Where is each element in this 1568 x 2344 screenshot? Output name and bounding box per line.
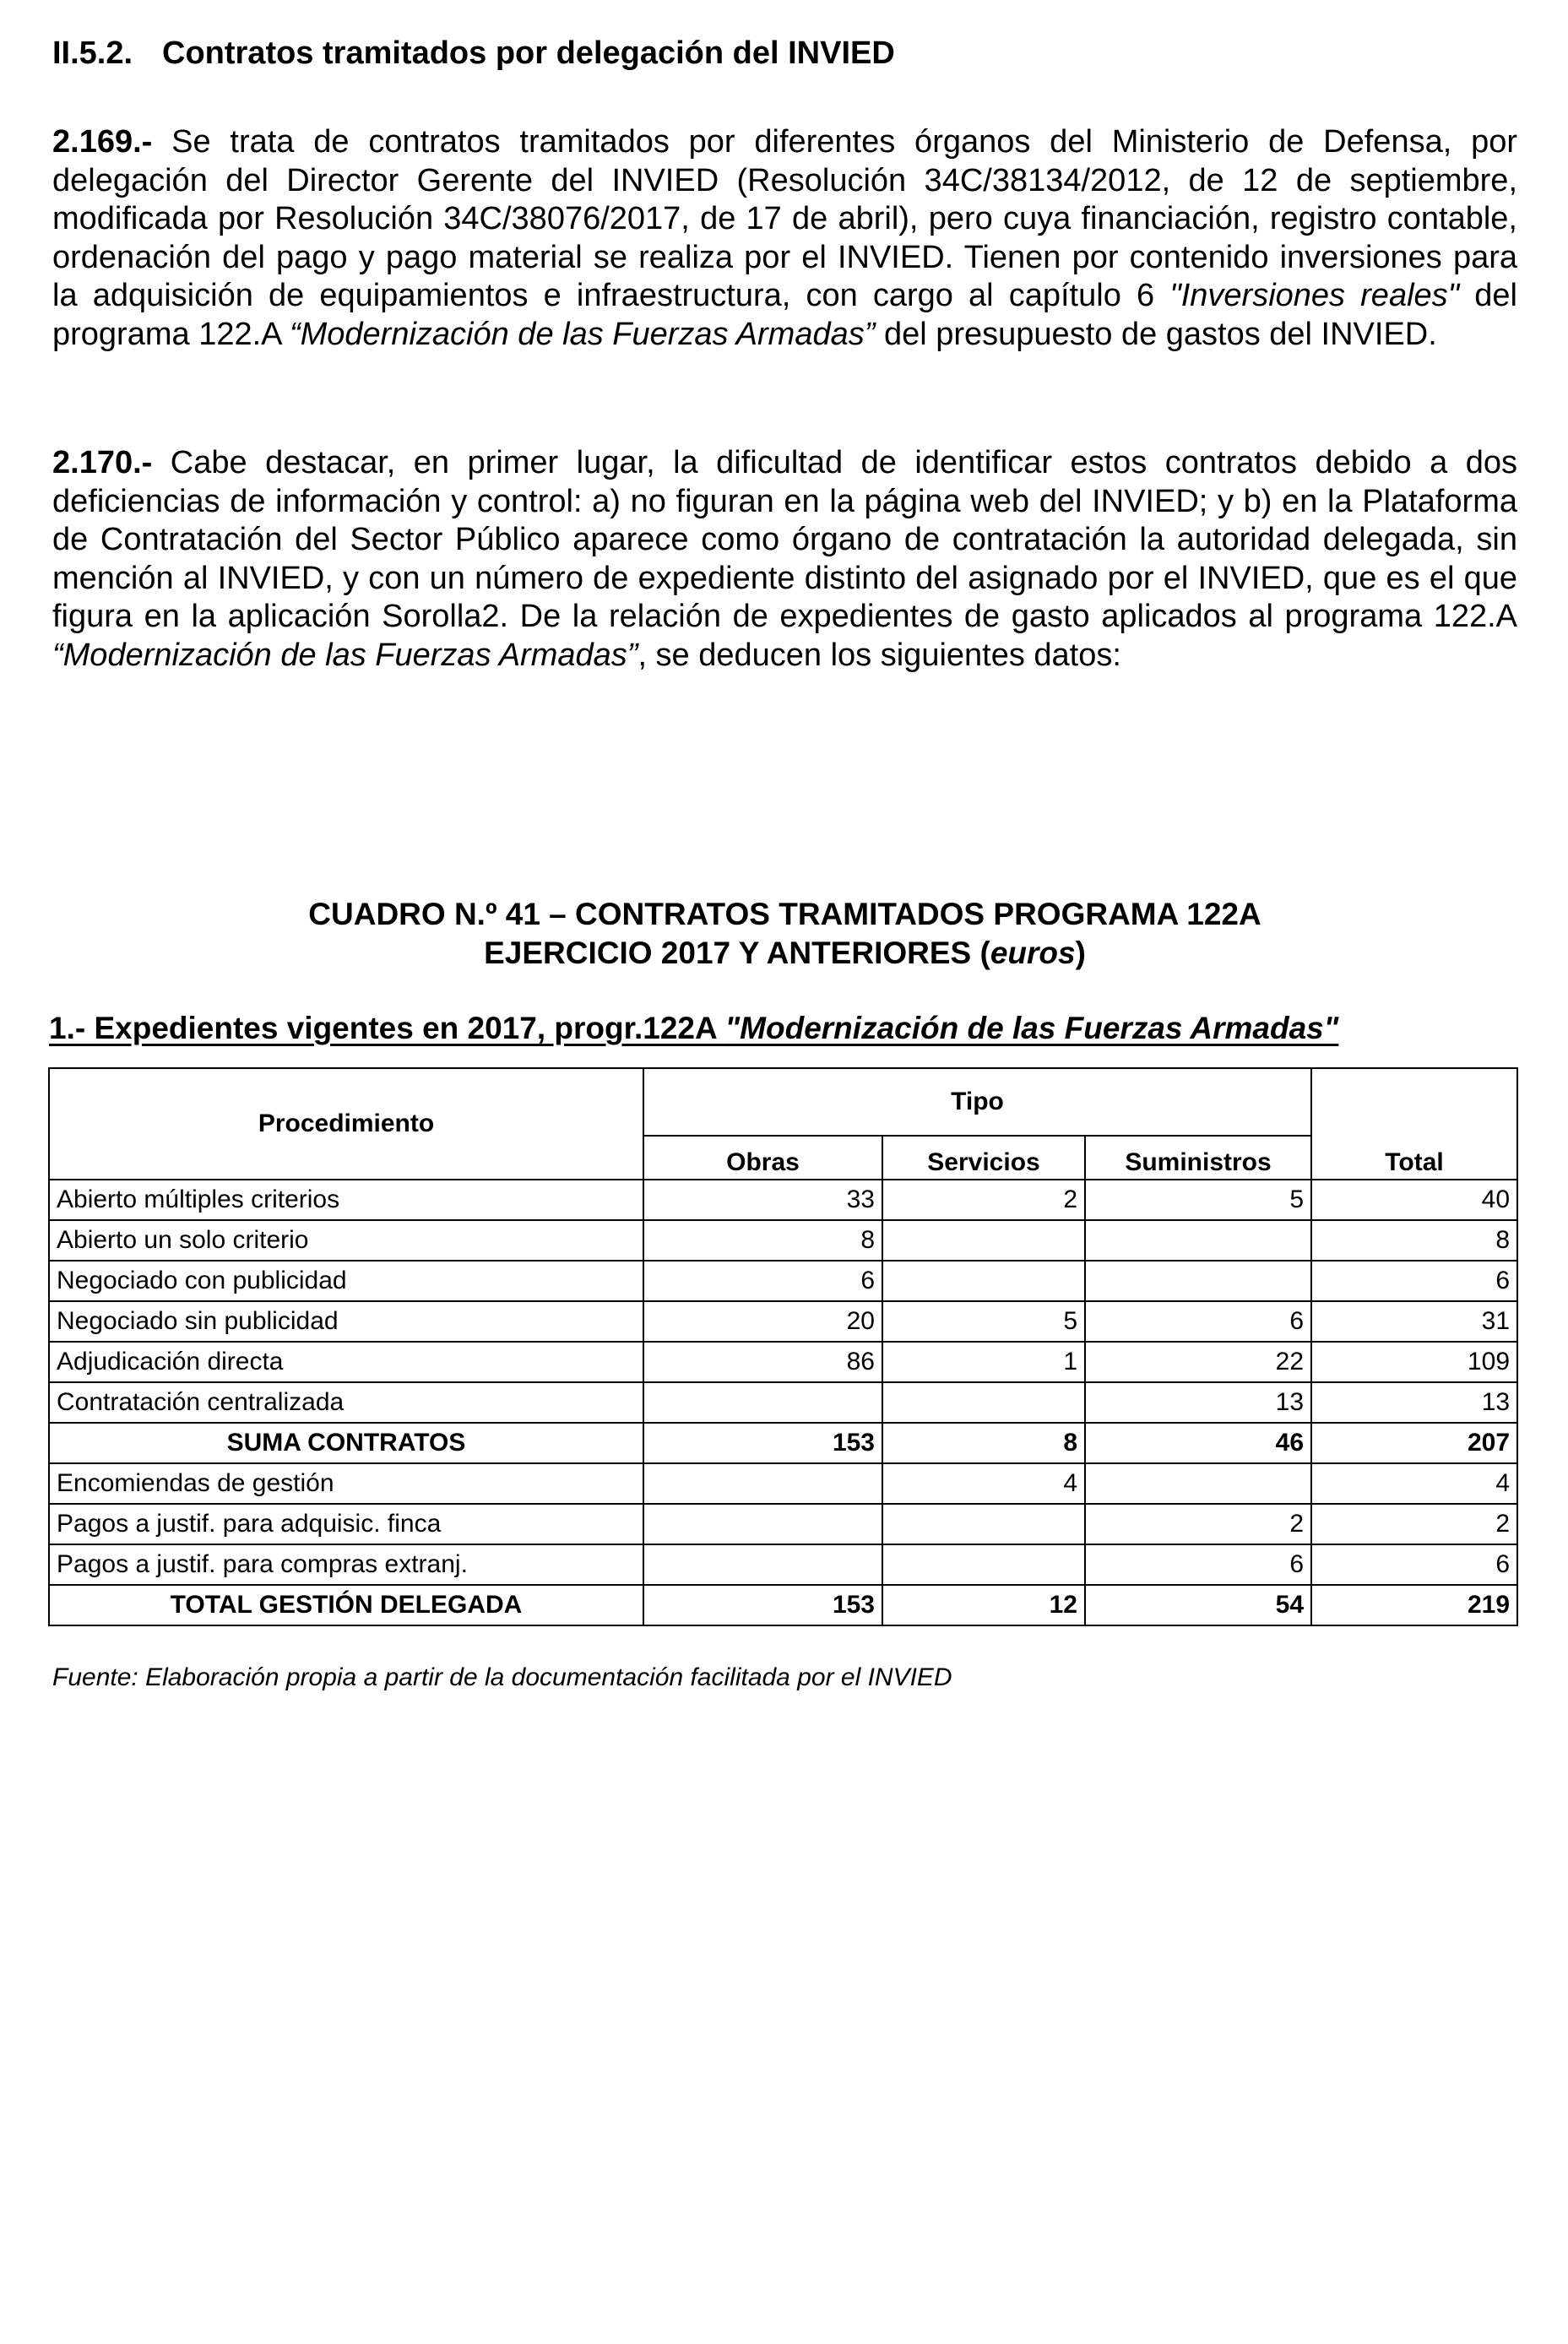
table-row <box>49 1220 1517 1261</box>
source-note: Fuente: Elaboración propia a partir de la documentación facilitada por el INVIED <box>52 1663 952 1691</box>
cell-total: 40 <box>1311 1180 1517 1220</box>
table-header-row <box>49 1068 1517 1136</box>
cell-servicios: 5 <box>882 1301 1085 1342</box>
cell-total: 6 <box>1311 1261 1517 1301</box>
cell-servicios: 1 <box>882 1342 1085 1382</box>
row-label: Pagos a justif. para adquisic. finca <box>49 1504 643 1544</box>
table-title <box>52 895 1517 973</box>
cell-obras: 6 <box>643 1261 882 1301</box>
cell-suministros: 13 <box>1085 1382 1311 1423</box>
cell-obras <box>643 1463 882 1504</box>
contracts-table <box>48 1067 1518 1626</box>
cell-servicios: 12 <box>882 1585 1085 1625</box>
cell-servicios <box>882 1220 1085 1261</box>
table-subtotal-row <box>49 1423 1517 1463</box>
row-label: Negociado con publicidad <box>49 1261 643 1301</box>
cell-total: 109 <box>1311 1342 1517 1382</box>
cell-total: 6 <box>1311 1544 1517 1585</box>
cell-suministros: 2 <box>1085 1504 1311 1544</box>
cell-servicios <box>882 1544 1085 1585</box>
cell-total: 13 <box>1311 1382 1517 1423</box>
cell-total: 219 <box>1311 1585 1517 1625</box>
header-suministros: Suministros <box>1085 1136 1311 1180</box>
row-label: Abierto un solo criterio <box>49 1220 643 1261</box>
title-text: ) <box>1075 936 1086 970</box>
header-servicios: Servicios <box>882 1136 1085 1180</box>
section-title: Contratos tramitados por delegación del INVIED <box>162 35 895 71</box>
row-label: SUMA CONTRATOS <box>49 1423 643 1463</box>
row-label: Encomiendas de gestión <box>49 1463 643 1504</box>
section-heading <box>52 35 895 72</box>
paragraph-2-170 <box>52 444 1517 675</box>
table-subheading <box>49 1011 1338 1046</box>
paragraph-number: 2.169.- <box>52 124 153 160</box>
cell-total: 2 <box>1311 1504 1517 1544</box>
cell-obras <box>643 1544 882 1585</box>
cell-suministros <box>1085 1463 1311 1504</box>
subheading-italic-text: "Modernización de las Fuerzas Armadas" <box>724 1011 1339 1045</box>
paragraph-text: del programa 122.A <box>52 278 1517 352</box>
table-row <box>49 1382 1517 1423</box>
cell-obras <box>643 1382 882 1423</box>
table-title-line-2 <box>52 934 1517 973</box>
paragraph-text: del presupuesto de gastos del INVIED. <box>875 316 1437 352</box>
paragraph-text: , se deducen los siguientes datos: <box>638 637 1121 673</box>
cell-obras: 8 <box>643 1220 882 1261</box>
cell-total: 8 <box>1311 1220 1517 1261</box>
row-label: Negociado sin publicidad <box>49 1301 643 1342</box>
cell-total: 31 <box>1311 1301 1517 1342</box>
header-tipo: Tipo <box>643 1068 1311 1136</box>
cell-suministros: 54 <box>1085 1585 1311 1625</box>
cell-obras: 33 <box>643 1180 882 1220</box>
table-row <box>49 1463 1517 1504</box>
table-row <box>49 1342 1517 1382</box>
cell-servicios <box>882 1382 1085 1423</box>
table-total-row <box>49 1585 1517 1625</box>
cell-total: 4 <box>1311 1463 1517 1504</box>
cell-suministros <box>1085 1261 1311 1301</box>
table-title-line-1: CUADRO N.º 41 – CONTRATOS TRAMITADOS PROGRAMA 122A <box>308 897 1261 931</box>
paragraph-italic-text: "Inversiones reales" <box>1169 278 1460 313</box>
paragraph-text: Cabe destacar, en primer lugar, la dificultad de identificar estos contratos debido a dos deficiencias de información y control: a) no figuran en la página web del INVIED; y b) en la Plataforma de Contratación del Sector Público aparece como órgano de contratación la autoridad delegada, sin mención al INVIED, y con un número de expediente distinto del asignado por el INVIED, que es el que figura en la aplicación Sorolla2. De la relación de expedientes de gasto aplicados al programa 122.A <box>52 445 1517 634</box>
cell-obras: 20 <box>643 1301 882 1342</box>
paragraph-number: 2.170.- <box>52 445 153 480</box>
cell-servicios: 2 <box>882 1180 1085 1220</box>
cell-suministros: 22 <box>1085 1342 1311 1382</box>
header-total: Total <box>1311 1068 1517 1180</box>
table-row <box>49 1180 1517 1220</box>
paragraph-2-169 <box>52 123 1517 354</box>
cell-total: 207 <box>1311 1423 1517 1463</box>
section-number: II.5.2. <box>52 35 133 71</box>
title-text: EJERCICIO 2017 Y ANTERIORES ( <box>484 936 990 970</box>
paragraph-text: Se trata de contratos tramitados por diferentes órganos del Ministerio de Defensa, por delegación del Director Gerente del INVIED (Resolución 34C/38134/2012, de 12 de septiembre, modificada por Resolución 34C/38076/2017, de 17 de abril), pero cuya financiación, registro contable, ordenación del pago y pago material se realiza por el INVIED. Tienen por contenido inversiones para la adquisición de equipamientos e infraestructura, con cargo al capítulo 6 <box>52 124 1517 313</box>
cell-servicios <box>882 1261 1085 1301</box>
cell-suministros: 5 <box>1085 1180 1311 1220</box>
table-row <box>49 1544 1517 1585</box>
cell-suministros: 6 <box>1085 1301 1311 1342</box>
row-label: TOTAL GESTIÓN DELEGADA <box>49 1585 643 1625</box>
row-label: Adjudicación directa <box>49 1342 643 1382</box>
paragraph-italic-text: “Modernización de las Fuerzas Armadas” <box>52 637 638 673</box>
cell-servicios: 8 <box>882 1423 1085 1463</box>
paragraph-italic-text: “Modernización de las Fuerzas Armadas” <box>289 316 876 352</box>
cell-suministros: 46 <box>1085 1423 1311 1463</box>
table-row <box>49 1301 1517 1342</box>
row-label: Pagos a justif. para compras extranj. <box>49 1544 643 1585</box>
table-row <box>49 1504 1517 1544</box>
header-procedimiento: Procedimiento <box>49 1068 643 1180</box>
cell-obras: 86 <box>643 1342 882 1382</box>
cell-suministros <box>1085 1220 1311 1261</box>
subheading-text: 1.- Expedientes vigentes en 2017, progr.122A <box>49 1011 725 1045</box>
header-obras: Obras <box>643 1136 882 1180</box>
title-italic-text: euros <box>990 936 1076 970</box>
cell-suministros: 6 <box>1085 1544 1311 1585</box>
cell-obras: 153 <box>643 1585 882 1625</box>
cell-servicios <box>882 1504 1085 1544</box>
cell-obras <box>643 1504 882 1544</box>
cell-obras: 153 <box>643 1423 882 1463</box>
row-label: Contratación centralizada <box>49 1382 643 1423</box>
cell-servicios: 4 <box>882 1463 1085 1504</box>
row-label: Abierto múltiples criterios <box>49 1180 643 1220</box>
table-row <box>49 1261 1517 1301</box>
